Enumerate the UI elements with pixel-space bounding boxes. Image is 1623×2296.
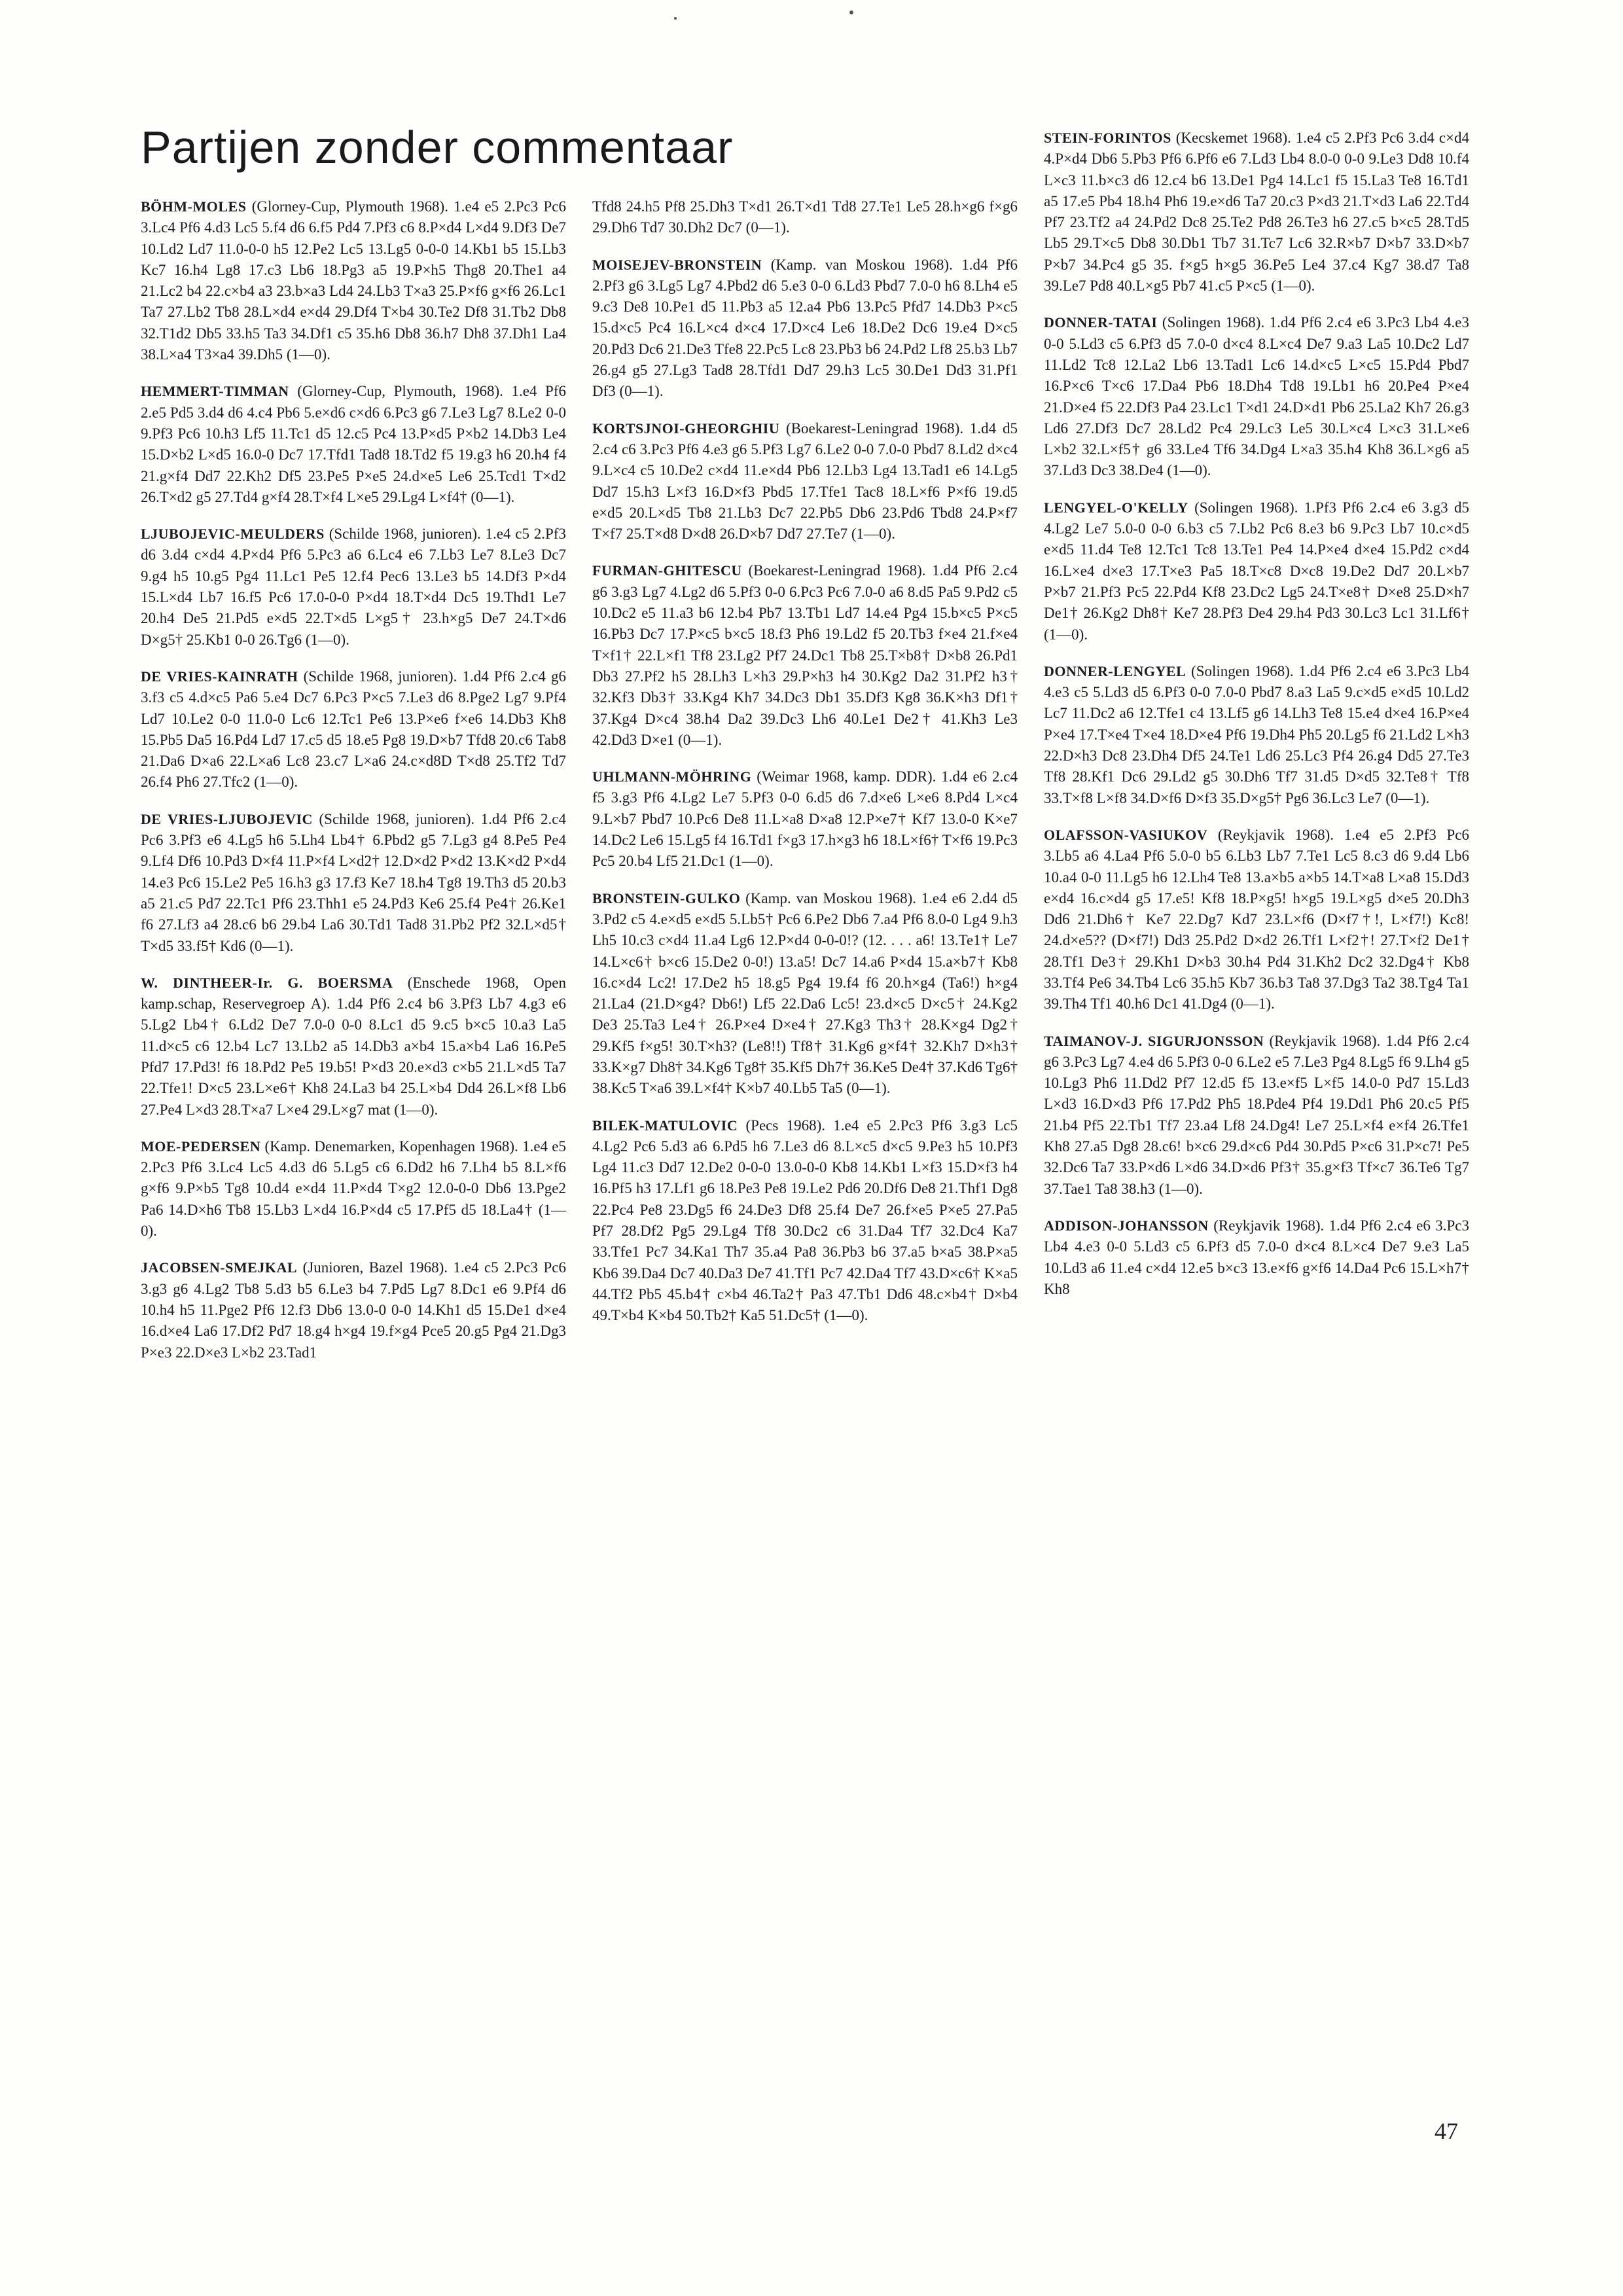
game-moves: (Reykjavik 1968). 1.d4 Pf6 2.c4 e6 3.Pc3 Lb4 4.e3 0-0 5.Ld3 c5 6.Pf3 d5 7.0-0 d×c4 8.L×c4 De7 9.e3 La5 10.Ld3 a6 11.e4 c×d4 12.e5 b×c3 13.e×f6 g×f6 14.Da4 Pc6 15.L×h7† Kh8 [1044, 1217, 1469, 1297]
game-moves: (Weimar 1968, kamp. DDR). 1.d4 e6 2.c4 f5 3.g3 Pf6 4.Lg2 Le7 5.Pf3 0-0 6.d5 d6 7.d×e6 L×e6 8.Pd4 L×c4 9.L×b7 Pbd7 10.Pc6 De8 11.L×a8 D×a8 12.P×e7† Kf7 13.0-0 K×e7 14.Dc2 Le6 15.Lg5 f4 16.Td1 f×g3 17.h×g3 h6 18.L×f6† T×f6 19.Pc3 Pc5 20.b4 Lf5 21.Dc1 (1—0). [592, 768, 1018, 870]
game-players: BRONSTEIN-GULKO [592, 889, 741, 906]
game-players: LENGYEL-O'KELLY [1044, 499, 1188, 516]
game-entry [1044, 312, 1469, 481]
game-moves: (Reykjavik 1968). 1.e4 e5 2.Pf3 Pc6 3.Lb5 a6 4.La4 Pf6 5.0-0 b5 6.Lb3 Lb7 7.Te1 Lc5 8.c3 d6 9.d4 Lb6 10.a4 0-0 11.Lg5 h6 12.Lh4 Te8 13.a×b5 a×b5 14.T×a8 L×a8 15.Dd3 e×d4 16.c×d4 g5 17.e5! Kf8 18.P×g5! h×g5 19.L×g5 d×e5 20.Dh3 Dd6 21.Dh6† Ke7 22.Dg7 Kd7 23.L×f6 (D×f7†!, L×f7!) Kc8! 24.d×e5?? (D×f7!) Dd3 25.Pd2 D×d2 26.Tf1 L×f2†! 27.T×f2 De1† 28.Tf1 De3† 29.Kh1 D×b3 30.h4 Pd4 31.Kh2 Dc2 32.Dg4† Kb8 33.Tf4 Pe6 34.Tb4 Lc6 35.h5 Kb7 36.b3 Ta8 37.Dg3 Ta2 38.Tg4 Ta1 39.Th4 Tf1 40.h6 Dc1 41.Dg4 (0—1). [1044, 826, 1470, 1013]
game-moves: (Kecskemet 1968). 1.e4 c5 2.Pf3 Pc6 3.d4 c×d4 4.P×d4 Db6 5.Pb3 Pf6 6.Pf6 e6 7.Ld3 Lb4 8.0-0 0-0 9.Le3 Dd8 10.f4 L×c3 11.b×c3 d6 12.c4 b6 13.De1 Pg4 14.Lc1 f5 15.La3 Te8 16.Td1 a5 17.e5 Pb4 18.h4 Ph6 19.e×d6 Ta7 20.c3 P×d3 21.T×d3 La6 22.Td4 Pf7 23.Tf2 a4 24.Pd2 Dc8 25.Te2 Pd8 26.Te3 h6 27.c5 b×c5 28.Td5 Lb5 29.T×c5 Db8 30.Db1 Tb7 31.Tc7 Lc6 32.R×b7 D×b7 33.D×b7 P×b7 34.Pc4 g5 35. f×g5 h×g5 36.Pe5 Le4 37.c4 Kg7 38.d7 Ta8 39.Le7 Pd8 40.L×g5 Pb7 41.c5 P×c5 (1—0). [1044, 130, 1469, 295]
game-entry [1044, 825, 1469, 1015]
game-entry [1044, 497, 1469, 645]
game-entry [141, 196, 566, 365]
game-entry [592, 196, 1018, 239]
game-moves: (Schilde 1968, junioren). 1.d4 Pf6 2.c4 Pc6 3.Pf3 e6 4.Lg5 h6 5.Lh4 Lb4† 6.Pbd2 g5 7.Lg3 g4 8.Pe5 Pe4 9.Lf4 Df6 10.Pd3 D×f4 11.P×f4 L×d2† 12.D×d2 P×d2 13.K×d2 P×d4 14.e3 Pc6 15.Le2 Pe5 16.h3 g3 17.f3 Ke7 18.h4 Tg8 19.Th3 d5 20.b3 a5 21.c5 Pd7 22.Tc1 Pf6 23.Thh1 e5 24.Pd3 Ke6 25.f4 Pe4† 26.Ke1 f6 27.Lf3 a4 28.c6 b6 29.b4 La6 30.Td1 Tad8 31.Pb2 Pf2 32.L×d5† T×d5 33.f5† Kd6 (0—1). [141, 810, 566, 954]
game-players: DE VRIES-KAINRATH [141, 668, 298, 685]
game-moves: (Boekarest-Leningrad 1968). 1.d4 Pf6 2.c4 g6 3.g3 Lg7 4.Lg2 d6 5.Pf3 0-0 6.Pc3 Pc6 7.0-0 a6 8.d5 Pa5 9.Pd2 c5 10.Dc2 e5 11.a3 b6 12.b4 Pb7 13.Tb1 Ld7 14.e4 Pg4 15.b×c5 P×c5 16.Pb3 Dc7 17.P×c5 b×c5 18.f3 Ph6 19.Ld2 f5 20.Tb3 f×e4 21.f×e4 T×f1† 22.L×f1 Tf8 23.Lg2 Pf7 24.Dc1 Tb8 25.T×b8† D×b8 26.Pd1 Db3 27.Pf2 h5 28.Lh3 L×h3 29.P×h3 h4 30.Kg2 Da2 31.Pf2 h3† 32.Kf3 Db3† 33.Kg4 Kh7 34.Dc3 Db1 35.Df3 Kg8 36.K×h3 Df1† 37.Kg4 D×c4 38.h4 Da2 39.Dc3 Lh6 40.Le1 De2† 41.Kh3 Le3 42.Dd3 D×e1 (0—1). [592, 562, 1018, 748]
column-3 [1044, 128, 1469, 1316]
game-entry [141, 524, 566, 651]
game-players: UHLMANN-MÖHRING [592, 768, 752, 785]
game-players: DONNER-LENGYEL [1044, 662, 1186, 679]
game-entry [141, 1257, 566, 1363]
game-players: DE VRIES-LJUBOJEVIC [141, 810, 313, 827]
game-entry [141, 973, 566, 1121]
column-1 [141, 196, 566, 1379]
scan-speck [674, 17, 677, 20]
page-number: 47 [1435, 2118, 1458, 2144]
game-moves: (Enschede 1968, Open kamp.schap, Reservegroep A). 1.d4 Pf6 2.c4 b6 3.Pf3 Lb7 4.g3 e6 5.Lg2 Lb4† 6.Ld2 De7 7.0-0 0-0 8.Lc1 d5 9.c5 b×c5 10.a3 La5 11.d×c5 c6 12.b4 Lc7 13.Lb2 a5 14.Db3 a×b4 15.a×b4 La6 16.Pe5 Pfd7 17.Pd3! f6 18.Pd2 Pe5 19.b5! P×d3 20.e×d3 c×b5 21.L×d5 Ta7 22.Tfe1! D×c5 23.L×e6† Kh8 24.La3 b4 25.L×b4 Dd4 26.L×f8 Lb6 27.Pe4 L×d3 28.T×a7 L×e4 29.L×g7 mat (1—0). [141, 974, 567, 1118]
game-entry [1044, 1031, 1469, 1200]
game-players: JACOBSEN-SMEJKAL [141, 1259, 298, 1276]
game-entry [592, 1115, 1018, 1327]
game-moves: (Solingen 1968). 1.Pf3 Pf6 2.c4 e6 3.g3 d5 4.Lg2 Le7 5.0-0 0-0 6.b3 c5 7.Lb2 Pc6 8.e3 b6 9.Pc3 Lb7 10.c×d5 e×d5 11.d4 Te8 12.Tc1 Tc8 13.Te1 Pe4 14.P×e4 d×e4 15.Pd2 c×d4 16.L×e4 d×e3 17.T×e3 Pa5 18.T×c8 D×c8 19.De2 Dd7 20.L×b7 P×b7 21.Pf3 Pc5 22.Pd4 Kf8 23.Dc2 Lg5 24.T×e8† D×e8 25.D×h7 De1† 26.Kg2 Dh8† Ke7 28.Pf3 De4 29.h4 Pd3 30.Lc3 Lc1 31.Lf6† (1—0). [1044, 499, 1470, 643]
game-moves: (Solingen 1968). 1.d4 Pf6 2.c4 e6 3.Pc3 Lb4 4.e3 c5 5.Ld3 d5 6.Pf3 0-0 7.0-0 Pbd7 8.a3 La5 9.c×d5 e×d5 10.Ld2 Lc7 11.Dc2 a6 12.Tfe1 c4 13.Lf5 g6 14.Lh3 Te8 15.e4 d×e4 16.P×e4 P×e4 17.T×e4 T×e4 18.D×e4 Pf6 19.Dh4 Ph5 20.Lg5 f6 21.Ld2 L×h3 22.D×h3 Dc8 23.Dh4 Df5 24.Te1 Ld6 25.Lc3 Pf4 26.g4 Dd5 27.Te3 Tf8 28.Kf1 Dc6 29.Ld2 g5 30.Dh6 Tf7 31.d5 D×d5 32.Te8† Tf8 33.T×f8 L×f8 34.D×f6 D×f3 35.D×g5† Pg6 36.Lc3 Le7 (0—1). [1044, 662, 1470, 806]
game-entry [592, 418, 1018, 545]
scan-speck [849, 10, 853, 14]
game-players: W. DINTHEER-Ir. G. BOERSMA [141, 974, 393, 991]
game-players: DONNER-TATAI [1044, 314, 1158, 331]
page-title: Partijen zonder commentaar [141, 122, 734, 173]
game-moves: (Glorney-Cup, Plymouth 1968). 1.e4 e5 2.Pc3 Pc6 3.Lc4 Pf6 4.d3 Lc5 5.f4 d6 6.f5 Pd4 7.Pf3 c6 8.P×d4 L×d4 9.Df3 De7 10.Ld2 Ld7 11.0-0-0 h5 12.Pe2 Lc5 13.Lg5 0-0-0 14.Kb1 b5 15.Lb3 Kc7 16.h4 Lg8 17.c3 Lb6 18.Pg3 a5 19.P×h5 Thg8 20.The1 a4 21.Lc2 b4 22.c×b4 a3 23.b×a3 Ld4 24.Lb3 T×a3 25.P×f6 g×f6 26.Lc1 Ta7 27.Lb2 Tb8 28.L×d4 e×d4 29.Df4 T×b4 30.Te2 Df8 31.Tb2 Db8 32.T1d2 Db5 33.h5 Ta3 34.Df1 c5 35.h6 Db8 36.h7 Dh8 37.Dh1 La4 38.L×a4 T3×a4 39.Dh5 (1—0). [141, 198, 566, 363]
game-players: ADDISON-JOHANSSON [1044, 1217, 1209, 1234]
game-players: STEIN-FORINTOS [1044, 130, 1171, 146]
game-moves: (Kamp. van Moskou 1968). 1.d4 Pf6 2.Pf3 g6 3.Lg5 Lg7 4.Pbd2 d6 5.e3 0-0 6.Ld3 Pbd7 7.0-0 h6 8.Lh4 e5 9.c3 De8 10.Pe1 d5 11.Pb3 a5 12.a4 Pb6 13.Pc5 Pfd7 14.Db3 P×c5 15.d×c5 Pc4 16.L×c4 d×c4 17.D×c4 Le6 18.De2 Dc6 19.e4 D×c5 20.Pd3 Dc6 21.De3 Tfe8 22.Pc5 Lc8 23.Pb3 b6 24.Pd2 Lf8 25.b3 Lb7 26.g4 g5 27.Lg3 Tad8 28.Tfd1 Dd7 29.h3 Lc5 30.De1 Dd3 31.Pf1 Df3 (0—1). [592, 256, 1018, 400]
game-entry [592, 560, 1018, 751]
game-entry [141, 381, 566, 508]
game-entry [1044, 128, 1469, 296]
game-moves: (Schilde 1968, junioren). 1.e4 c5 2.Pf3 d6 3.d4 c×d4 4.P×d4 Pf6 5.Pc3 a6 6.Lc4 e6 7.Lb3 Le7 8.Le3 Dc7 9.g4 h5 10.g5 Pg4 11.Lc1 Pe5 12.f4 Pec6 13.Le3 b5 14.Df3 P×d4 15.L×d4 Lb7 16.f5 Pc6 17.0-0-0 P×d4 18.T×d4 Dc5 19.Thd1 Le7 20.h4 De5 21.Pd5 e×d5 22.T×d5 L×g5† 23.h×g5 De7 24.T×d6 D×g5† 25.Kb1 0-0 26.Tg6 (1—0). [141, 526, 567, 648]
game-entry [592, 766, 1018, 872]
game-moves: (Boekarest-Leningrad 1968). 1.d4 d5 2.c4 c6 3.Pc3 Pf6 4.e3 g6 5.Pf3 Lg7 6.Le2 0-0 7.0-0 Pbd7 8.Ld2 d×c4 9.L×c4 c5 10.De2 c×d4 11.e×d4 Pb6 12.Lb3 Lg4 13.Tad1 e6 14.Lg5 Dd7 15.h3 L×f3 16.D×f3 Pbd5 17.Tfe1 Tac8 18.L×f6 P×f6 19.d5 e×d5 20.L×d5 Tb8 21.Lb3 Dc7 22.Pb5 Db6 23.Pd6 Tbd8 24.P×f7 T×f7 25.T×d8 D×d8 26.D×b7 Dd7 27.Te7 (1—0). [592, 420, 1018, 543]
game-entry [141, 809, 566, 957]
game-entry [141, 1136, 566, 1242]
game-players: OLAFSSON-VASIUKOV [1044, 826, 1208, 843]
game-entry [1044, 661, 1469, 809]
game-players: MOISEJEV-BRONSTEIN [592, 256, 762, 273]
game-moves: (Kamp. van Moskou 1968). 1.e4 e6 2.d4 d5 3.Pd2 c5 4.e×d5 e×d5 5.Lb5† Pc6 6.Pe2 Db6 7.a4 Pf6 8.0-0 Lg4 9.h3 Lh5 10.c3 c×d4 11.a4 Lg6 12.P×d4 0-0-0!? (12. . . . a6! 13.Te1† Le7 14.L×c6† b×c6 15.De2 0-0!) 13.a5! Dc7 14.a6 P×d4 15.a×b7† Kb8 16.c×d4 Lc2! 17.De2 h5 18.g5 Pg4 19.f4 f6 20.h×g4 (Ta6!) h×g4 21.La4 (21.D×g4? Db6!) Lf5 22.Da6 Lc5! 23.d×c5 D×c5† 24.Kg2 De3 25.Ta3 Le4† 26.P×e4 D×e4† 27.Kg3 Th3† 28.K×g4 Dg2† 29.Kf5 f×g5! 30.T×h3? (Le8!!) Tf8† 31.Kg6 g×f4† 32.Kh7 D×h3† 33.K×g7 Dh8† 34.Kg6 Tg8† 35.Kf5 Dh7† 36.Ke5 De4† 37.Kd6 Tg6† 38.Kc5 T×a6 39.L×f4† K×b7 40.Lb5 Ta5 (0—1). [592, 889, 1018, 1097]
game-players: KORTSJNOI-GHEORGHIU [592, 420, 780, 437]
game-moves: (Glorney-Cup, Plymouth, 1968). 1.e4 Pf6 2.e5 Pd5 3.d4 d6 4.c4 Pb6 5.e×d6 c×d6 6.Pc3 g6 7.Le3 Lg7 8.Le2 0-0 9.Pf3 Pc6 10.h3 Lf5 11.Tc1 d5 12.c5 Pc4 13.P×d5 P×b2 14.Db3 Le4 15.D×b2 L×d5 16.0-0 Dc7 17.Tfd1 Tad8 18.Td2 f5 19.g3 h6 20.h4 f4 21.g×f4 Dd7 22.Kh2 Df5 23.Pe5 P×e5 24.d×e5 Le6 25.Tcd1 T×d2 26.T×d2 g5 27.Td4 g×f4 28.T×f4 L×e5 29.Lg4 L×f4† (0—1). [141, 383, 567, 505]
game-entry [141, 666, 566, 793]
game-entry [592, 255, 1018, 403]
game-players: MOE-PEDERSEN [141, 1138, 261, 1155]
game-moves: (Reykjavik 1968). 1.d4 Pf6 2.c4 g6 3.Pc3 Lg7 4.e4 d6 5.Pf3 0-0 6.Le2 e5 7.Le3 Pg4 8.Lg5 f6 9.Lh4 g5 10.Lg3 Ph6 11.Dd2 Pf7 12.d5 f5 13.e×f5 L×f5 14.0-0 Pd7 15.Ld3 L×d3 16.D×d3 Pf6 17.Pd2 Ph5 18.Pde4 Pf4 19.Dd1 Ph6 20.c5 Pf5 21.b4 Pf5 22.Tb1 Tf7 23.a4 Lf8 24.Dg4! Le7 25.L×f4 e×f4 26.Tfe1 Kh8 27.a5 Dg8 28.c6! b×c6 29.d×c6 Pd4 30.Pd5 P×c6 31.P×c7! Pe5 32.Dc6 Ta7 33.P×d6 L×d6 34.D×d6 Pf3† 35.g×f3 Tf×c7 36.Te6 Tg7 37.Tae1 Ta8 38.h3 (1—0). [1044, 1032, 1469, 1197]
game-entry [592, 888, 1018, 1100]
column-2 [592, 196, 1018, 1342]
game-moves: (Pecs 1968). 1.e4 e5 2.Pc3 Pf6 3.g3 Lc5 4.Lg2 Pc6 5.d3 a6 6.Pd5 h6 7.Le3 d6 8.L×c5 d×c5 9.Pe3 h5 10.Pf3 Lg4 11.c3 Dd7 12.De2 0-0-0 13.0-0-0 Kb8 14.Kb1 L×f3 15.D×f3 h4 16.Pf5 h3 17.Lf1 g6 18.Pe3 Pe8 19.Le2 Pd6 20.Df6 De8 21.Thf1 Dg8 22.Pc4 Pe8 23.Dg5 f6 24.De3 Df8 25.f4 De7 26.f×e5 P×e5 27.Pa5 Pf7 28.Df2 Pg5 29.Lg4 Tf8 30.Dc2 c6 31.Da4 Tf7 32.Dc4 Ka7 33.Tfe1 Pc7 34.Ka1 Th7 35.a4 Pa8 36.Pb3 b6 37.a5 b×a5 38.P×a5 Kb6 39.Da4 Dc7 40.Da3 De7 41.Tf1 Pc7 42.Da4 Tf7 43.D×c6† K×a5 44.Tf2 Pb5 45.b4† c×b4 46.Ta2† Pa3 47.Tb1 Dd6 48.c×b4† D×b4 49.T×b4 K×b4 50.Tb2† Ka5 51.Dc5† (1—0). [592, 1117, 1018, 1324]
game-moves: (Kamp. Denemarken, Kopenhagen 1968). 1.e4 e5 2.Pc3 Pf6 3.Lc4 Lc5 4.d3 d6 5.Lg5 c6 6.Dd2 h6 7.Lh4 b5 8.L×f6 g×f6 9.P×b5 Tg8 10.d4 e×d4 11.P×d4 T×g2 12.0-0-0 Db6 13.Pge2 Pa6 14.D×h6 Tb8 15.Lb3 L×d4 16.P×d4 c5 17.Pf5 d5 18.La4† (1—0). [141, 1138, 566, 1240]
game-entry [1044, 1215, 1469, 1300]
game-moves: (Schilde 1968, junioren). 1.d4 Pf6 2.c4 g6 3.f3 c5 4.d×c5 Pa6 5.e4 Dc7 6.Pc3 P×c5 7.Le3 d6 8.Pge2 Lg7 9.Pf4 Ld7 10.Le2 0-0 11.0-0 Lc6 12.Tc1 Pe6 13.P×e6 f×e6 14.Db3 Kh8 15.Pb5 Da5 16.Pd4 Ld7 17.c5 d5 18.e5 Pg8 19.D×b7 Tfd8 20.c6 Tab8 21.Da6 D×a6 22.L×a6 Lc8 23.c7 L×a6 24.c×d8D T×d8 25.Tf2 Td7 26.f4 Ph6 27.Tfc2 (1—0). [141, 668, 566, 791]
game-moves: (Solingen 1968). 1.d4 Pf6 2.c4 e6 3.Pc3 Lb4 4.e3 0-0 5.Ld3 c5 6.Pf3 d5 7.0-0 d×c4 8.L×c4 De7 9.a3 La5 10.Dc2 Ld7 11.Ld2 Tc8 12.La2 Lb6 13.Tad1 Lc6 14.d×c5 L×c5 15.Pd4 Pbd7 16.P×c6 T×c6 17.Da4 Pb6 18.Dh4 Td8 19.Lb1 h6 20.Pe4 P×e4 21.D×e4 f5 22.Df3 Pa4 23.Lc1 T×d1 24.D×d1 Pb6 25.La2 Kh7 26.g3 Ld6 27.Df3 Dc7 28.Ld2 Pc4 29.Lc3 Le5 30.L×c4 L×c3 31.L×e6 L×b2 32.L×f5† g6 33.Le4 Tf6 34.Dg4 L×a3 35.h4 Kh8 36.L×g6 a5 37.Ld3 Dc3 38.De4 (1—0). [1044, 314, 1469, 479]
game-players: HEMMERT-TIMMAN [141, 383, 289, 400]
game-players: BILEK-MATULOVIC [592, 1117, 738, 1134]
game-players: LJUBOJEVIC-MEULDERS [141, 526, 325, 543]
game-players: BÖHM-MOLES [141, 198, 247, 215]
game-moves: Tfd8 24.h5 Pf8 25.Dh3 T×d1 26.T×d1 Td8 27.Te1 Le5 28.h×g6 f×g6 29.Dh6 Td7 30.Dh2 Dc7 (0—1). [592, 198, 1018, 236]
game-moves: (Junioren, Bazel 1968). 1.e4 c5 2.Pc3 Pc6 3.g3 g6 4.Lg2 Tb8 5.d3 b5 6.Le3 b4 7.Pd5 Lg7 8.Dc1 e6 9.Pf4 d6 10.h4 h5 11.Pge2 Pf6 12.f3 Db6 13.0-0 0-0 14.Kh1 d5 15.De1 d×e4 16.d×e4 La6 17.Df2 Pd7 18.g4 h×g4 19.f×g4 Pce5 20.g5 Pg4 21.Dg3 P×e3 22.D×e3 L×b2 23.Tad1 [141, 1259, 566, 1361]
game-players: FURMAN-GHITESCU [592, 562, 742, 579]
game-players: TAIMANOV-J. SIGURJONSSON [1044, 1032, 1264, 1049]
